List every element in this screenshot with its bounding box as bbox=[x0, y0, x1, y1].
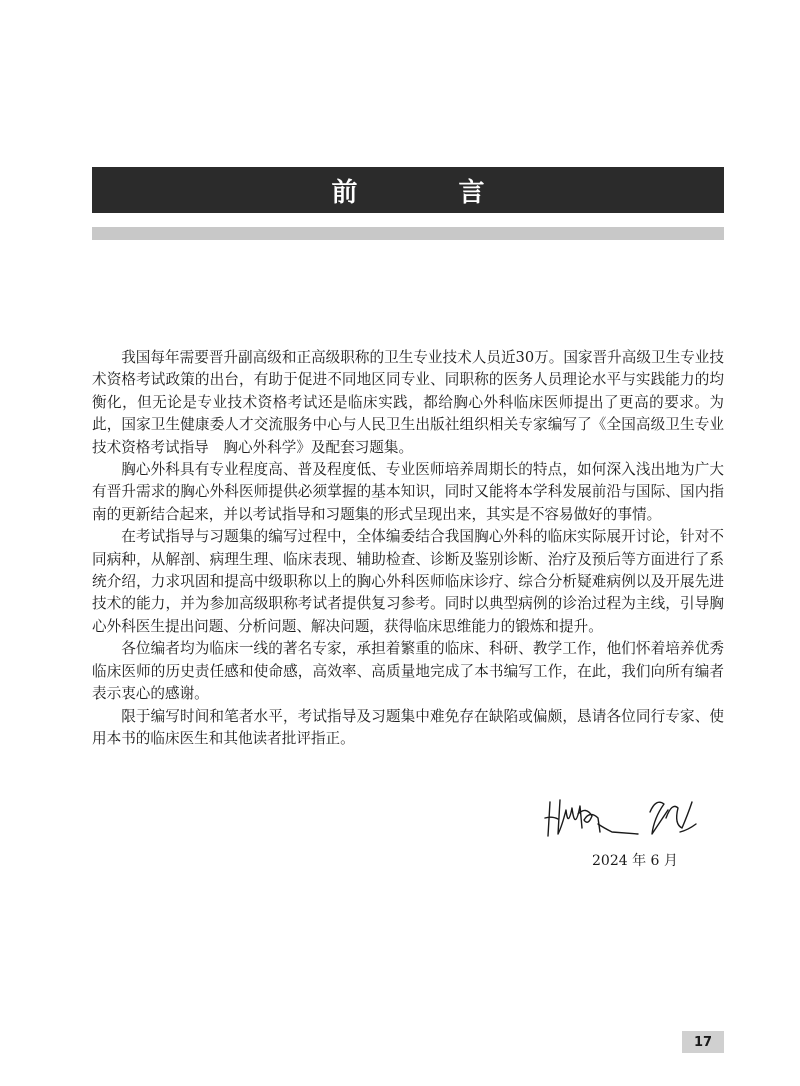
preface-title-bar bbox=[92, 167, 724, 213]
paragraph-5: 限于编写时间和笔者水平，考试指导及习题集中难免存在缺陷或偏颇，恳请各位同行专家、使用本书的临床医生和其他读者批评指正。 bbox=[92, 707, 724, 747]
date-line: 2024 年 6 月 bbox=[592, 853, 678, 869]
paragraph-2: 胸心外科具有专业程度高、普及程度低、专业医师培养周期长的特点，如何深入浅出地为广大有晋升需求的胸心外科医师提供必须掌握的基本知识，同时又能将本学科发展前沿与国际、国内指南的更新结合起来，并以考试指导和习题集的形式呈现出来，其实是不容易做好的事情。 bbox=[92, 461, 724, 523]
page-title: 前 言 bbox=[331, 177, 531, 208]
decorative-divider bbox=[92, 227, 724, 240]
paragraph-4: 各位编者均为临床一线的著名专家，承担着繁重的临床、科研、教学工作，他们怀着培养优秀临床医师的历史责任感和使命感，高效率、高质量地完成了本书编写工作，在此，我们向所有编者表示衷心的感谢。 bbox=[92, 640, 724, 703]
handwritten-signature bbox=[542, 788, 700, 844]
page-number bbox=[682, 1031, 724, 1053]
paragraph-1: 我国每年需要晋升副高级和正高级职称的卫生专业技术人员近30万。国家晋升高级卫生专业技术资格考试政策的出台，有助于促进不同地区同专业、同职称的医务人员理论水平与实践能力的均衡化，但无论是专业技术资格考试还是临床实践，都给胸心外科临床医师提出了更高的要求。为此，国家卫生健康委人才交流服务中心与人民卫生出版社组织相关专家编写了《全国高级卫生专业技术资格考试指导 胸心外科学》及配套习题集。 bbox=[92, 349, 724, 456]
page-number-label: 17 bbox=[693, 1034, 713, 1050]
paragraph-3: 在考试指导与习题集的编写过程中，全体编委结合我国胸心外科的临床实际展开讨论，针对不同病种，从解剖、病理生理、临床表现、辅助检查、诊断及鉴别诊断、治疗及预后等方面进行了系统介绍，力求巩固和提高中级职称以上的胸心外科医师临床诊疗、综合分析疑难病例以及开展先进技术的能力，并为参加高级职称考试者提供复习参考。同时以典型病例的诊治过程为主线，引导胸心外科医生提出问题、分析问题、解决问题，获得临床思维能力的锻炼和提升。 bbox=[92, 528, 724, 635]
preface-body bbox=[92, 347, 724, 750]
